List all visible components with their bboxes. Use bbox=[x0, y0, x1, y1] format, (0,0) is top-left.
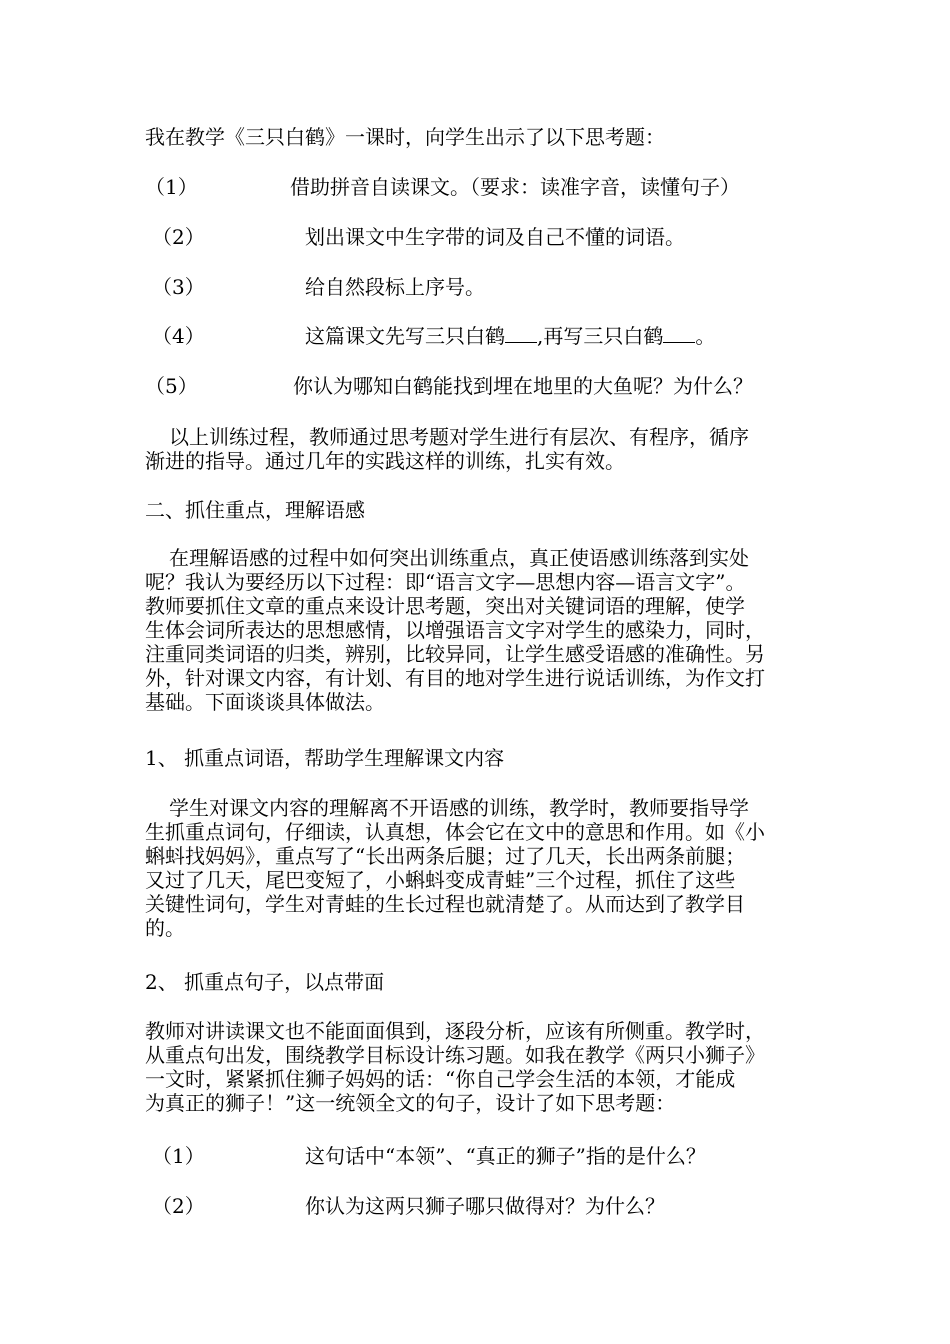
paragraph-line: 的。 bbox=[145, 916, 185, 940]
paragraph-line: 教师要抓住文章的重点来设计思考题，突出对关键词语的理解，使学 bbox=[145, 594, 745, 618]
question-text-with-blanks bbox=[305, 324, 715, 348]
subsection-body-paragraph bbox=[145, 796, 810, 940]
subsection-body-paragraph bbox=[145, 1019, 810, 1115]
paragraph-line: 生抓重点词句，仔细读，认真想，体会它在文中的意思和作用。如《小 bbox=[145, 820, 765, 844]
paragraph-line: 在理解语感的过程中如何突出训练重点，真正使语感训练落到实处 bbox=[169, 546, 749, 570]
paragraph-line: 注重同类词语的归类，辨别，比较异同，让学生感受语感的准确性。另 bbox=[145, 642, 765, 666]
fill-in-blank bbox=[663, 324, 695, 343]
question-text: 你认为这两只狮子哪只做得对？为什么？ bbox=[305, 1194, 665, 1218]
paragraph-line: 外，针对课文内容，有计划、有目的地对学生进行说话训练，为作文打 bbox=[145, 666, 765, 690]
question-text: 给自然段标上序号。 bbox=[305, 275, 485, 299]
question-text-part: 这篇课文先写三只白鹤 bbox=[305, 324, 505, 348]
question-text: 这句话中“本领”、“真正的狮子”指的是什么？ bbox=[305, 1144, 706, 1168]
paragraph-line: 一文时，紧紧抓住狮子妈妈的话：“你自己学会生活的本领，才能成 bbox=[145, 1067, 736, 1091]
paragraph-line: 渐进的指导。通过几年的实践这样的训练，扎实有效。 bbox=[145, 449, 625, 473]
question-text-part: ,再写三只白鹤 bbox=[537, 324, 664, 348]
intro-paragraph: 我在教学《三只白鹤》一课时，向学生出示了以下思考题： bbox=[145, 125, 665, 149]
question-number: （3） bbox=[152, 275, 205, 299]
fill-in-blank bbox=[505, 324, 537, 343]
paragraph-line: 生体会词所表达的思想感情，以增强语言文字对学生的感染力，同时， bbox=[145, 618, 765, 642]
paragraph-line: 关键性词句，学生对青蛙的生长过程也就清楚了。从而达到了教学目 bbox=[145, 892, 745, 916]
question-number: （1） bbox=[145, 175, 198, 199]
paragraph-line: 学生对课文内容的理解离不开语感的训练，教学时，教师要指导学 bbox=[169, 796, 749, 820]
paragraph-line: 蝌蚪找妈妈》，重点写了“长出两条后腿；过了几天，长出两条前腿； bbox=[145, 844, 746, 868]
question-number: （5） bbox=[145, 374, 198, 398]
question-text: 你认为哪知白鹤能找到埋在地里的大鱼呢？为什么？ bbox=[293, 374, 753, 398]
paragraph-line: 又过了几天，尾巴变短了，小蝌蚪变成青蛙”三个过程，抓住了这些 bbox=[145, 868, 736, 892]
question-number: （2） bbox=[152, 1194, 205, 1218]
question-text: 划出课文中生字带的词及自己不懂的词语。 bbox=[305, 225, 685, 249]
question-text-part: 。 bbox=[695, 324, 716, 348]
question-text: 借助拼音自读课文。（要求：读准字音，读懂句子） bbox=[290, 175, 740, 199]
paragraph-line: 从重点句出发，围绕教学目标设计练习题。如我在教学《两只小狮子》 bbox=[145, 1043, 765, 1067]
summary-paragraph bbox=[145, 425, 810, 473]
paragraph-line: 以上训练过程，教师通过思考题对学生进行有层次、有程序，循序 bbox=[169, 425, 749, 449]
question-number: （2） bbox=[152, 225, 205, 249]
question-number: （4） bbox=[152, 324, 205, 348]
section-body-paragraph bbox=[145, 546, 810, 714]
question-number: （1） bbox=[152, 1144, 205, 1168]
paragraph-line: 基础。下面谈谈具体做法。 bbox=[145, 690, 385, 714]
subsection-heading: 2、 抓重点句子，以点带面 bbox=[145, 970, 385, 994]
paragraph-line: 教师对讲读课文也不能面面俱到，逐段分析，应该有所侧重。教学时， bbox=[145, 1019, 765, 1043]
subsection-heading: 1、 抓重点词语，帮助学生理解课文内容 bbox=[145, 746, 505, 770]
paragraph-line: 呢？我认为要经历以下过程：即“语言文字—思想内容—语言文字”。 bbox=[145, 570, 746, 594]
section-heading: 二、抓住重点，理解语感 bbox=[145, 498, 365, 522]
paragraph-line: 为真正的狮子！”这一统领全文的句子，设计了如下思考题： bbox=[145, 1091, 676, 1115]
